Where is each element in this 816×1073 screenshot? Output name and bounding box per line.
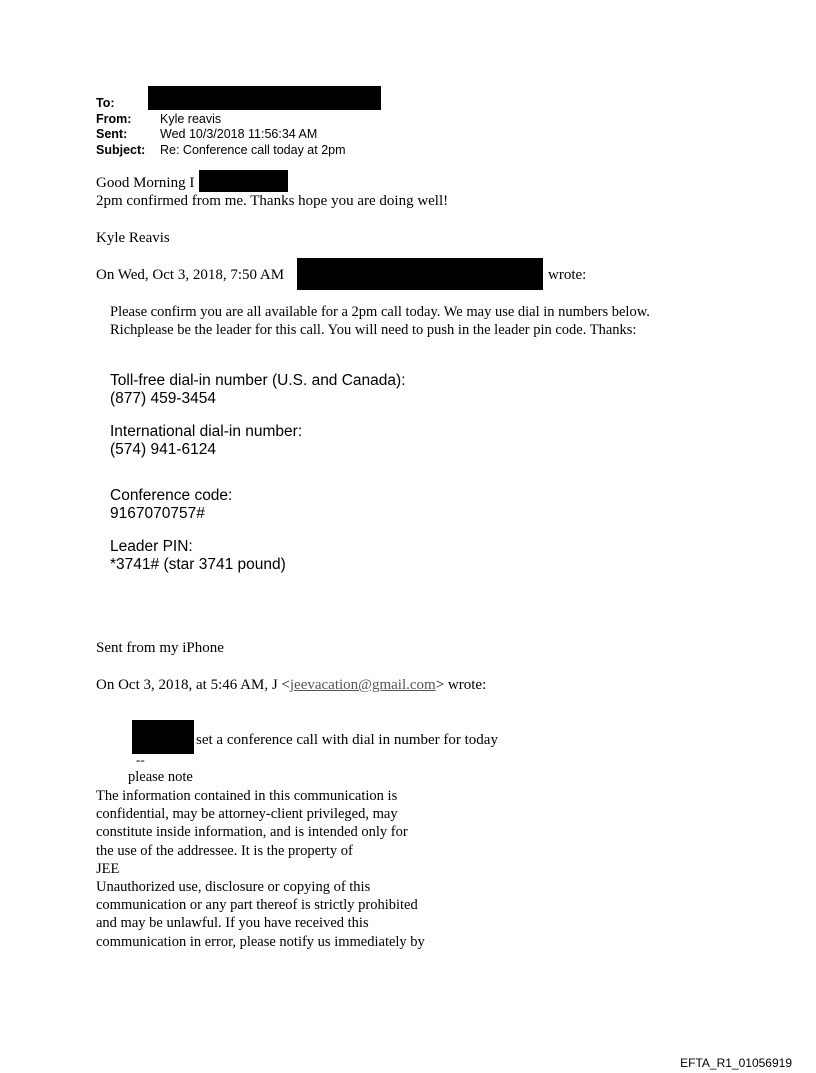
sent-value: Wed 10/3/2018 11:56:34 AM bbox=[160, 127, 318, 141]
redaction-name bbox=[132, 720, 194, 754]
second-quote-message: set a conference call with dial in number for today bbox=[196, 732, 498, 748]
subject-label: Subject: bbox=[96, 143, 146, 157]
to-label: To: bbox=[96, 96, 115, 110]
subject-value: Re: Conference call today at 2pm bbox=[160, 143, 346, 157]
greeting: Good Morning I bbox=[96, 175, 195, 191]
tollfree-number: (877) 459-3454 bbox=[110, 390, 216, 407]
disclaimer-line: the use of the addressee. It is the property of bbox=[96, 842, 353, 859]
from-value: Kyle reavis bbox=[160, 112, 222, 126]
second-quote-prefix: On Oct 3, 2018, at 5:46 AM, J < bbox=[96, 677, 290, 693]
please-note: please note bbox=[128, 769, 193, 785]
signature: Kyle Reavis bbox=[96, 230, 170, 246]
quoted-line-1: Please confirm you are all available for a 2pm call today. We may use dial in numbers below. bbox=[110, 304, 650, 320]
quote-intro: On Wed, Oct 3, 2018, 7:50 AM bbox=[96, 267, 285, 283]
second-quote-intro bbox=[96, 677, 486, 694]
conference-code-label: Conference code: bbox=[110, 487, 233, 504]
conference-code: 9167070757# bbox=[110, 505, 205, 522]
redaction-greeting-name bbox=[199, 170, 288, 192]
sent-from: Sent from my iPhone bbox=[96, 640, 224, 656]
disclaimer bbox=[96, 787, 425, 951]
disclaimer-line: and may be unlawful. If you have received this bbox=[96, 915, 369, 932]
disclaimer-line: Unauthorized use, disclosure or copying of this bbox=[96, 879, 371, 896]
disclaimer-line: communication or any part thereof is strictly prohibited bbox=[96, 897, 418, 914]
quoted-line-2: Richplease be the leader for this call. You will need to push in the leader pin code. Thanks: bbox=[110, 322, 637, 338]
redaction-to-recipient bbox=[148, 86, 381, 110]
tollfree-label: Toll-free dial-in number (U.S. and Canada): bbox=[110, 372, 406, 389]
sent-label: Sent: bbox=[96, 127, 128, 141]
signature-dashes: -- bbox=[136, 752, 145, 767]
leader-pin: *3741# (star 3741 pound) bbox=[110, 556, 286, 573]
from-label: From: bbox=[96, 112, 132, 126]
disclaimer-line: The information contained in this communication is bbox=[96, 788, 398, 804]
disclaimer-line: constitute inside information, and is intended only for bbox=[96, 824, 408, 841]
leader-pin-label: Leader PIN: bbox=[110, 538, 193, 555]
intl-label: International dial-in number: bbox=[110, 423, 303, 440]
redaction-sender bbox=[297, 258, 543, 290]
intl-number: (574) 941-6124 bbox=[110, 441, 216, 458]
email-link[interactable]: jeevacation@gmail.com bbox=[289, 677, 436, 693]
disclaimer-line: JEE bbox=[96, 860, 120, 877]
disclaimer-line: confidential, may be attorney-client privileged, may bbox=[96, 806, 398, 823]
document-id: EFTA_R1_01056919 bbox=[680, 1056, 792, 1070]
reply-body: 2pm confirmed from me. Thanks hope you are doing well! bbox=[96, 193, 449, 209]
second-quote-suffix: > wrote: bbox=[435, 677, 487, 693]
disclaimer-line: communication in error, please notify us immediately by bbox=[96, 933, 425, 950]
quote-wrote: wrote: bbox=[548, 267, 587, 283]
